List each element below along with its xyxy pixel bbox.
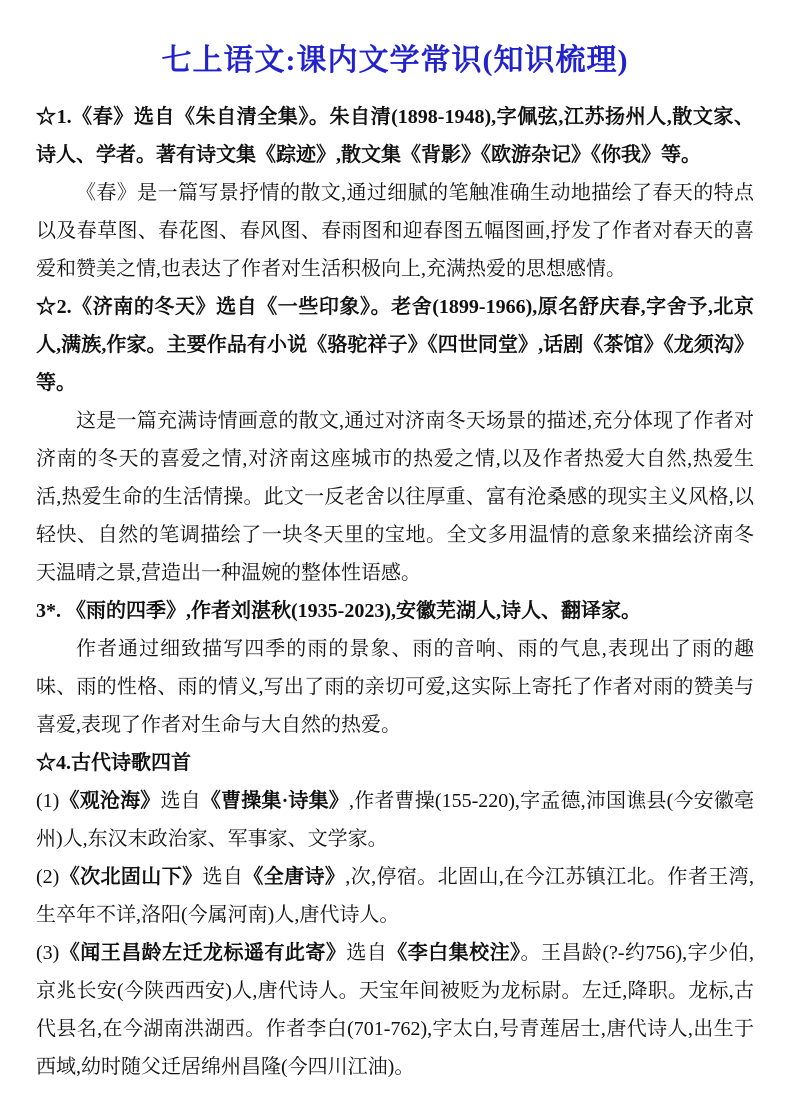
paragraph-analysis-rain [36, 630, 754, 744]
text-run: ☆2.《济南的冬天》选自《一些印象》。老舍(1899-1966),原名舒庆春,字舍予,北京人,满族,作家。主要作品有小说《骆驼祥子》《四世同堂》,话剧《茶馆》《龙须沟》等。 [36, 296, 754, 394]
text-run: 选自 [346, 942, 388, 964]
text-run: 《观沧海》 [59, 790, 161, 812]
text-run: 《李白集校注》 [387, 942, 521, 964]
text-run: ,次,停宿。北固山,在今江苏镇江北。作者王湾,生卒年不详,洛阳(今属河南)人,唐代诗人。 [36, 866, 755, 926]
paragraph-poem-1-guancanghai [36, 782, 754, 858]
paragraph-item-4-poems [36, 744, 754, 782]
paragraph-analysis-chun [36, 174, 754, 288]
text-run: 3*. 《雨的四季》,作者刘湛秋(1935-2023),安徽芜湖人,诗人、翻译家。 [36, 600, 641, 622]
page-title: 七上语文:课内文学常识(知识梳理) [161, 44, 629, 77]
text-run: 《曹操集·诗集》 [200, 790, 349, 812]
text-run: (2) [36, 866, 60, 888]
paragraph-item-3-rain [36, 592, 754, 630]
paragraph-poem-2-cibeigushanxia [36, 858, 754, 934]
text-run: 《次北固山下》 [59, 866, 203, 888]
text-run: 《闻王昌龄左迁龙标遥有此寄》 [59, 942, 347, 964]
document-body [36, 98, 754, 1086]
text-run: 《全唐诗》 [243, 866, 346, 888]
text-run: ☆4.古代诗歌四首 [36, 752, 191, 774]
text-run: (3) [36, 942, 60, 964]
text-run: 《春》是一篇写景抒情的散文,通过细腻的笔触准确生动地描绘了春天的特点以及春草图、春花图、春风图、春雨图和迎春图五幅图画,抒发了作者对春天的喜爱和赞美之情,也表达了作者对生活积极向上,充满热爱的思想感情。 [36, 182, 754, 280]
text-run: 选自 [160, 790, 201, 812]
paragraph-item-1-chun [36, 98, 754, 174]
paragraph-analysis-jinan [36, 402, 754, 592]
text-run: ☆1.《春》选自《朱自清全集》。朱自清(1898-1948),字佩弦,江苏扬州人,散文家、诗人、学者。著有诗文集《踪迹》,散文集《背影》《欧游杂记》《你我》等。 [36, 106, 754, 166]
text-run: (1) [36, 790, 60, 812]
paragraph-item-2-jinan [36, 288, 754, 402]
paragraph-poem-3-wenwangchangling [36, 934, 754, 1086]
text-run: 。王昌龄(?-约756),字少伯,京兆长安(今陕西西安)人,唐代诗人。天宝年间被贬为龙标尉。左迁,降职。龙标,古代县名,在今湖南洪湖西。作者李白(701-762),字太白,号青莲居士,唐代诗人,出生于西域,幼时随父迁居绵州昌隆(今四川江油)。 [36, 942, 755, 1078]
text-run: ,作者曹操(155-220),字孟德,沛国谯县(今安徽亳州)人,东汉末政治家、军事家、文学家。 [36, 790, 755, 850]
text-run: 作者通过细致描写四季的雨的景象、雨的音响、雨的气息,表现出了雨的趣味、雨的性格、雨的情义,写出了雨的亲切可爱,这实际上寄托了作者对雨的赞美与喜爱,表现了作者对生命与大自然的热爱。 [36, 638, 754, 736]
text-run: 选自 [202, 866, 244, 888]
text-run: 这是一篇充满诗情画意的散文,通过对济南冬天场景的描述,充分体现了作者对济南的冬天的喜爱之情,对济南这座城市的热爱之情,以及作者热爱大自然,热爱生活,热爱生命的生活情操。此文一反老舍以往厚重、富有沧桑感的现实主义风格,以轻快、自然的笔调描绘了一块冬天里的宝地。全文多用温情的意象来描绘济南冬天温晴之景,营造出一种温婉的整体性语感。 [36, 410, 754, 584]
